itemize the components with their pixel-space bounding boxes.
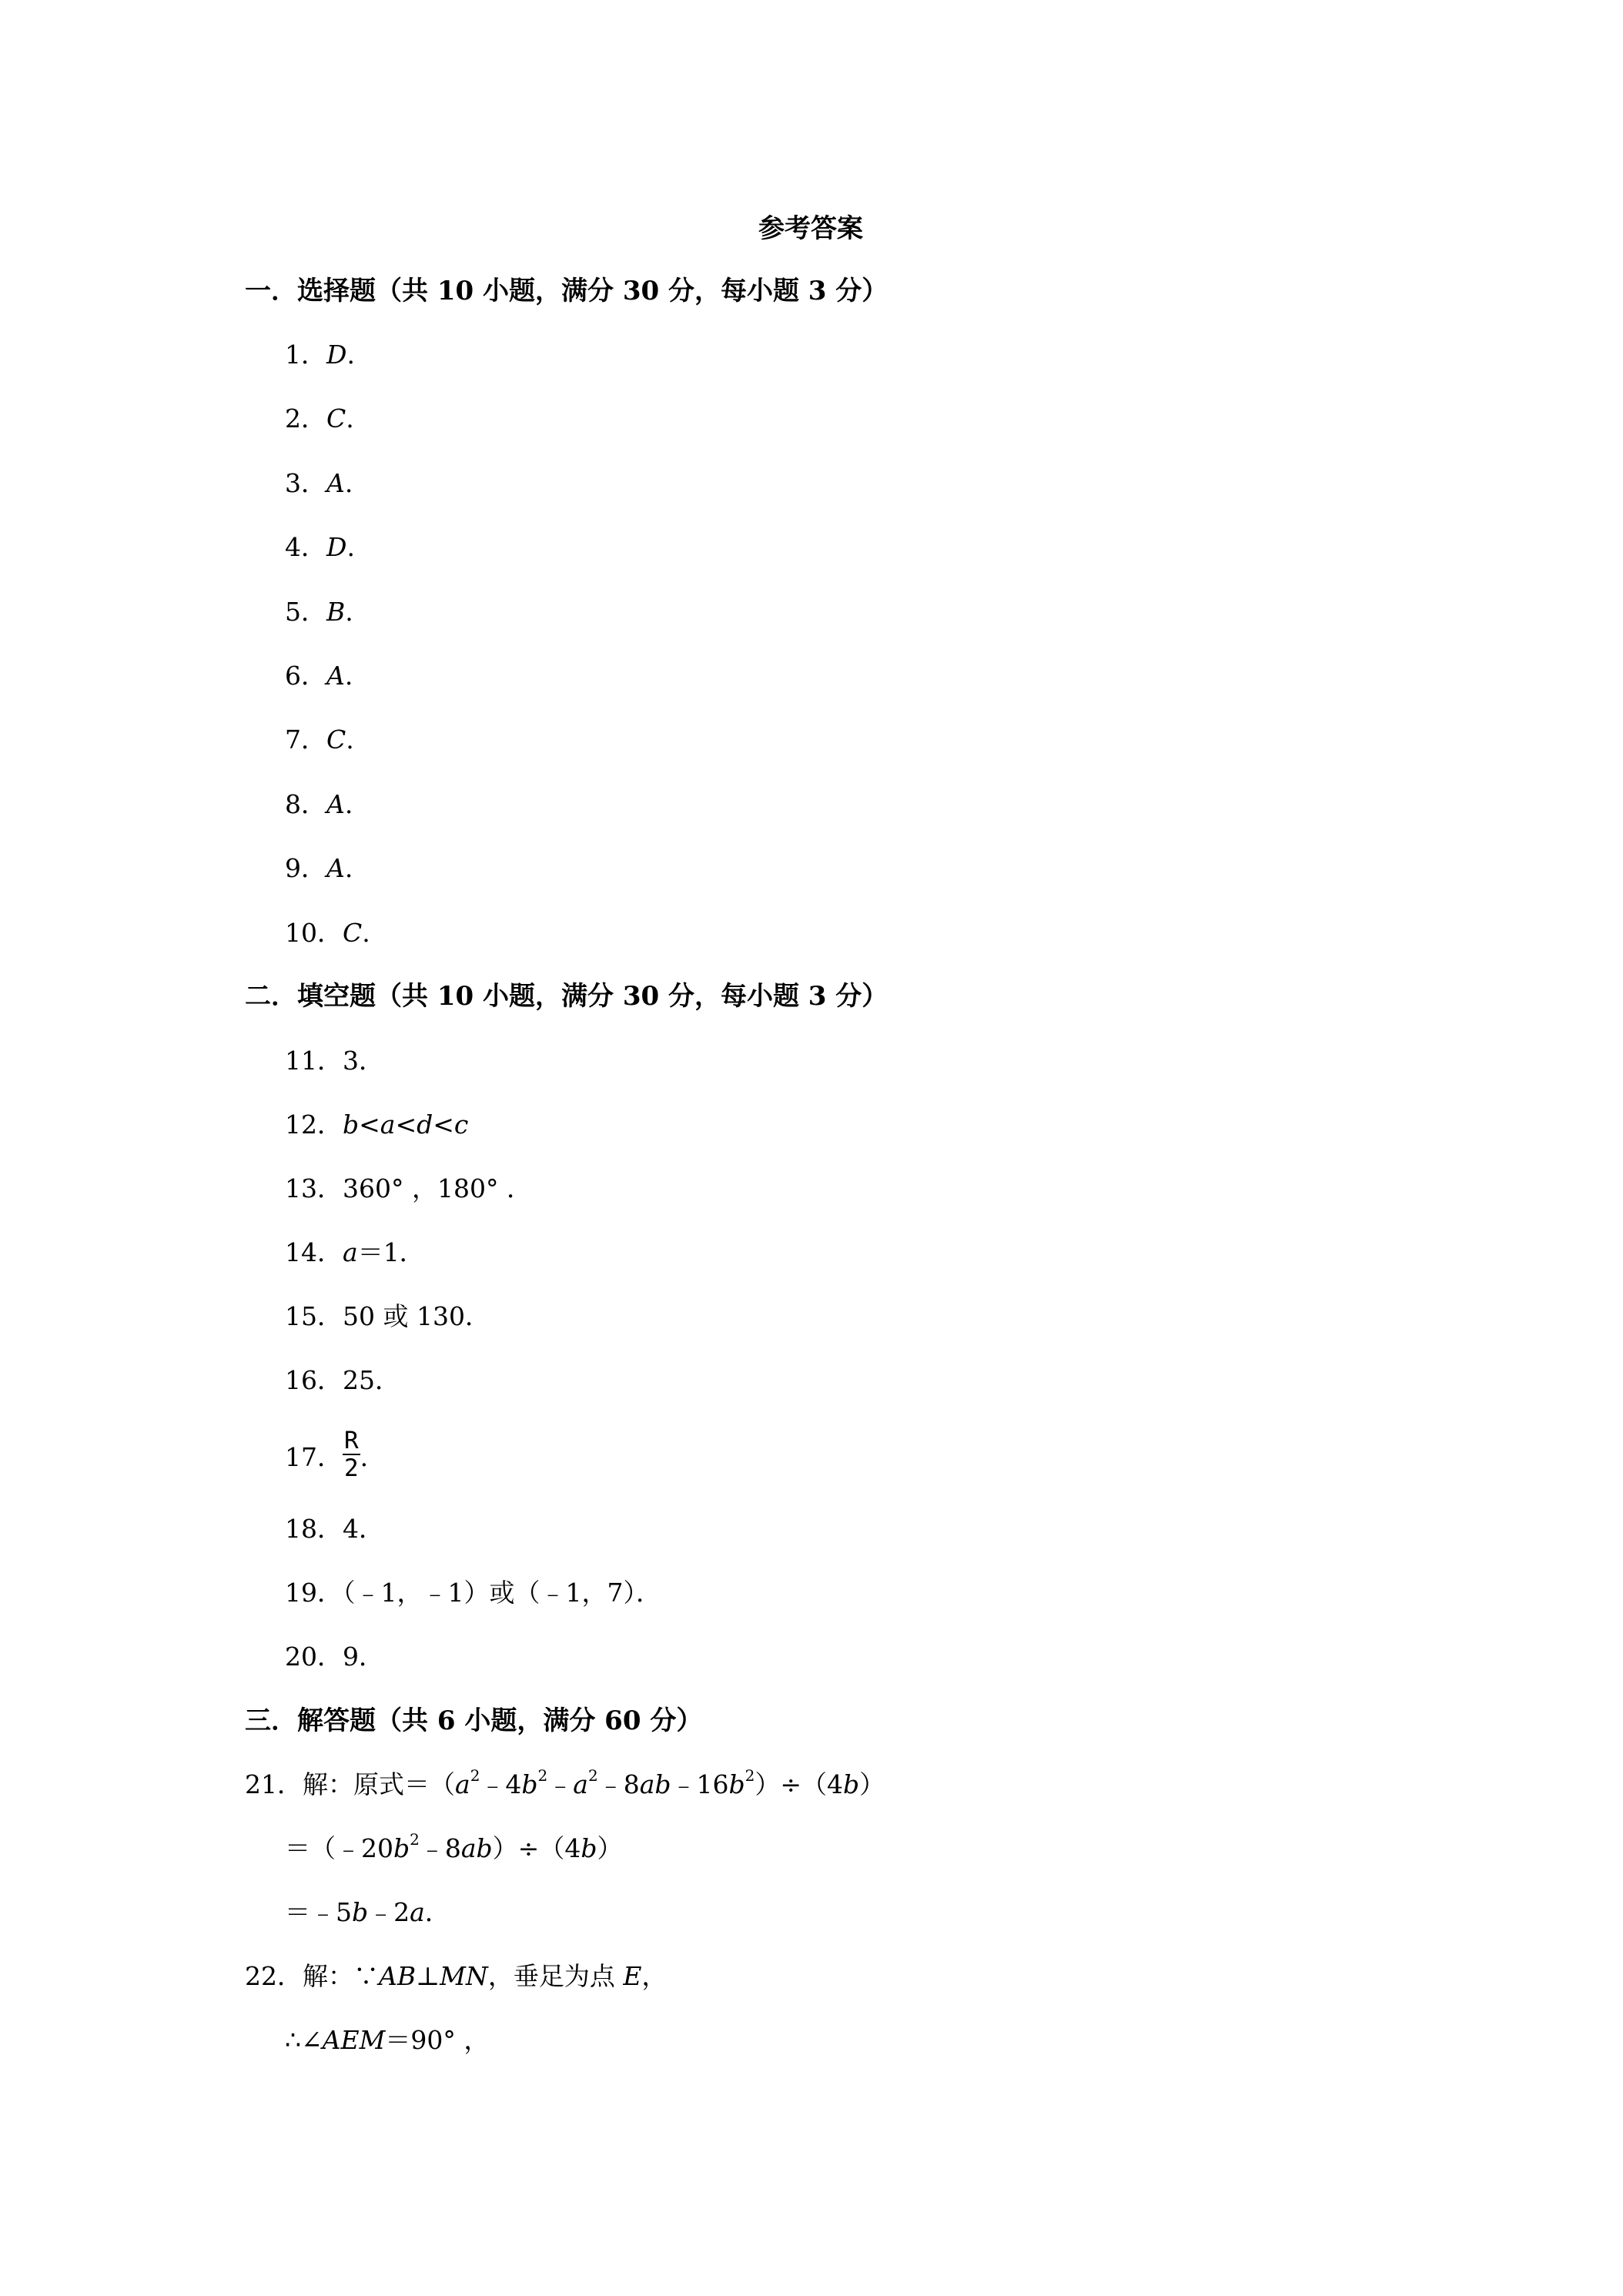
q17-denominator: 2	[344, 1454, 359, 1482]
q19-answer	[285, 1578, 661, 1608]
mc-period: .	[346, 403, 354, 433]
q12-answer	[285, 1110, 468, 1140]
q15-answer	[285, 1301, 490, 1332]
mc-number: 1．	[285, 340, 326, 370]
mc-answer-10	[285, 918, 370, 949]
q22-mid: ，垂足为点	[487, 1961, 624, 1991]
q22-line2-prefix: ∴∠	[285, 2025, 323, 2055]
operator-text: ）	[597, 1833, 623, 1863]
q20-number: 20．	[285, 1642, 343, 1672]
mc-number: 2．	[285, 403, 326, 433]
mc-period: .	[344, 468, 353, 498]
q12-var-d: d	[417, 1110, 433, 1140]
q12-var-b: b	[343, 1110, 360, 1140]
q20-text: 9．	[343, 1642, 384, 1672]
mc-period: .	[345, 597, 353, 627]
q22-line1	[245, 1961, 667, 1992]
mc-period: .	[362, 918, 370, 948]
variable: ab	[639, 1769, 671, 1799]
q14-answer	[285, 1237, 425, 1268]
operator-text: ）÷（4	[755, 1769, 844, 1799]
q12-var-a: a	[380, 1110, 396, 1140]
mc-period: .	[344, 789, 353, 819]
q19-text: （﹣1，﹣1）或（﹣1，7）．	[343, 1578, 661, 1608]
q21-expression-1	[455, 1766, 885, 1799]
q14-text: ＝1．	[357, 1237, 425, 1267]
mc-choice: D	[326, 340, 347, 370]
section1-heading: 一．选择题（共 10 小题，满分 30 分，每小题 3 分）	[245, 276, 888, 306]
operator-text: ﹣8	[597, 1769, 640, 1799]
mc-number: 7．	[285, 725, 326, 755]
q22-end: ，	[641, 1961, 668, 1991]
operator-text: ﹣16	[671, 1769, 729, 1799]
exponent: 2	[537, 1766, 548, 1785]
q16-text: 25．	[343, 1365, 400, 1395]
q18-number: 18．	[285, 1514, 343, 1544]
q14-number: 14．	[285, 1237, 343, 1267]
q21-prefix: 解：原式＝（	[303, 1769, 455, 1799]
q16-answer	[285, 1365, 400, 1396]
mc-answer-3	[285, 468, 353, 499]
mc-choice: D	[326, 532, 347, 562]
operator-text: ﹣4	[480, 1769, 522, 1799]
q21-expression-3	[352, 1897, 450, 1927]
q13-answer	[285, 1173, 532, 1204]
q22-number: 22．	[245, 1961, 303, 1991]
operator-text: ﹣8	[419, 1833, 461, 1863]
q16-number: 16．	[285, 1365, 343, 1395]
q22-perp: ⊥	[416, 1961, 440, 1991]
mc-answer-6	[285, 661, 353, 691]
mc-number: 6．	[285, 661, 326, 691]
variable: a	[573, 1769, 588, 1799]
q13-text: 360° ，180° ．	[343, 1173, 532, 1203]
operator-text: ）÷（4	[492, 1833, 581, 1863]
q22-mn: MN	[440, 1961, 488, 1991]
variable: a	[410, 1897, 425, 1927]
mc-choice: A	[326, 468, 345, 498]
exponent: 2	[470, 1766, 480, 1785]
mc-choice: A	[326, 661, 345, 691]
q21-line2	[285, 1830, 623, 1864]
operator-text: ﹣	[547, 1769, 574, 1799]
mc-choice: C	[326, 725, 346, 755]
q19-number: 19．	[285, 1578, 343, 1608]
q11-number: 11．	[285, 1046, 343, 1076]
q12-lt-2: <	[395, 1110, 417, 1140]
exponent: 2	[410, 1830, 420, 1849]
q21-line2-prefix: ＝（﹣20	[285, 1833, 393, 1863]
q18-answer	[285, 1514, 384, 1545]
q22-ab: AB	[379, 1961, 417, 1991]
q22-prefix: 解：∵	[303, 1961, 379, 1991]
q12-lt-3: <	[433, 1110, 454, 1140]
exponent: 2	[745, 1766, 755, 1785]
mc-answer-8	[285, 789, 353, 820]
mc-period: .	[344, 661, 353, 691]
section2-heading: 二．填空题（共 10 小题，满分 30 分，每小题 3 分）	[245, 981, 888, 1012]
mc-answer-2	[285, 403, 354, 434]
section3-heading: 三．解答题（共 6 小题，满分 60 分）	[245, 1705, 703, 1736]
q12-number: 12．	[285, 1110, 343, 1140]
mc-number: 5．	[285, 597, 326, 627]
mc-answer-9	[285, 853, 353, 884]
variable: b	[843, 1769, 860, 1799]
mc-answer-1	[285, 340, 355, 370]
mc-number: 10．	[285, 918, 343, 948]
mc-choice: A	[326, 789, 345, 819]
mc-answer-4	[285, 532, 355, 563]
q21-expression-2	[393, 1830, 623, 1863]
q21-line3	[285, 1897, 450, 1928]
q22-line2	[285, 2025, 489, 2056]
mc-choice: C	[326, 403, 346, 433]
variable: b	[728, 1769, 745, 1799]
mc-answer-7	[285, 725, 354, 755]
mc-period: .	[346, 532, 355, 562]
q13-number: 13．	[285, 1173, 343, 1203]
q21-line1	[245, 1766, 885, 1800]
variable: b	[393, 1833, 410, 1863]
q17-end: .	[360, 1442, 369, 1472]
q11-answer	[285, 1046, 384, 1076]
q14-var: a	[343, 1237, 358, 1267]
mc-period: .	[344, 853, 353, 883]
q17-numerator: R	[344, 1427, 359, 1454]
variable: b	[521, 1769, 538, 1799]
q11-text: 3．	[343, 1046, 384, 1076]
mc-period: .	[346, 340, 355, 370]
variable: ab	[460, 1833, 493, 1863]
q15-text: 50 或 130．	[343, 1301, 490, 1331]
q17-number: 17．	[285, 1442, 343, 1472]
q20-answer	[285, 1642, 384, 1672]
mc-period: .	[346, 725, 354, 755]
variable: b	[581, 1833, 597, 1863]
mc-number: 4．	[285, 532, 326, 562]
mc-choice: B	[326, 597, 346, 627]
mc-number: 8．	[285, 789, 326, 819]
mc-answer-5	[285, 597, 353, 628]
q22-e: E	[623, 1961, 642, 1991]
mc-choice: C	[343, 918, 363, 948]
q12-lt-1: <	[359, 1110, 380, 1140]
q21-line3-prefix: ＝﹣5	[285, 1897, 352, 1927]
page-title: 参考答案	[758, 213, 863, 244]
mc-choice: A	[326, 853, 345, 883]
variable: a	[455, 1769, 470, 1799]
q15-number: 15．	[285, 1301, 343, 1331]
operator-text: ．	[424, 1897, 450, 1927]
exponent: 2	[587, 1766, 598, 1785]
operator-text: ）	[859, 1769, 885, 1799]
q17-answer	[285, 1427, 369, 1484]
variable: b	[352, 1897, 369, 1927]
q22-line2-end: ＝90° ，	[385, 2025, 490, 2055]
q21-number: 21．	[245, 1769, 303, 1799]
q12-var-c: c	[453, 1110, 469, 1140]
q18-text: 4．	[343, 1514, 384, 1544]
mc-number: 9．	[285, 853, 326, 883]
q22-aem: AEM	[322, 2025, 386, 2055]
mc-number: 3．	[285, 468, 326, 498]
operator-text: ﹣2	[368, 1897, 410, 1927]
q17-fraction	[343, 1429, 360, 1480]
